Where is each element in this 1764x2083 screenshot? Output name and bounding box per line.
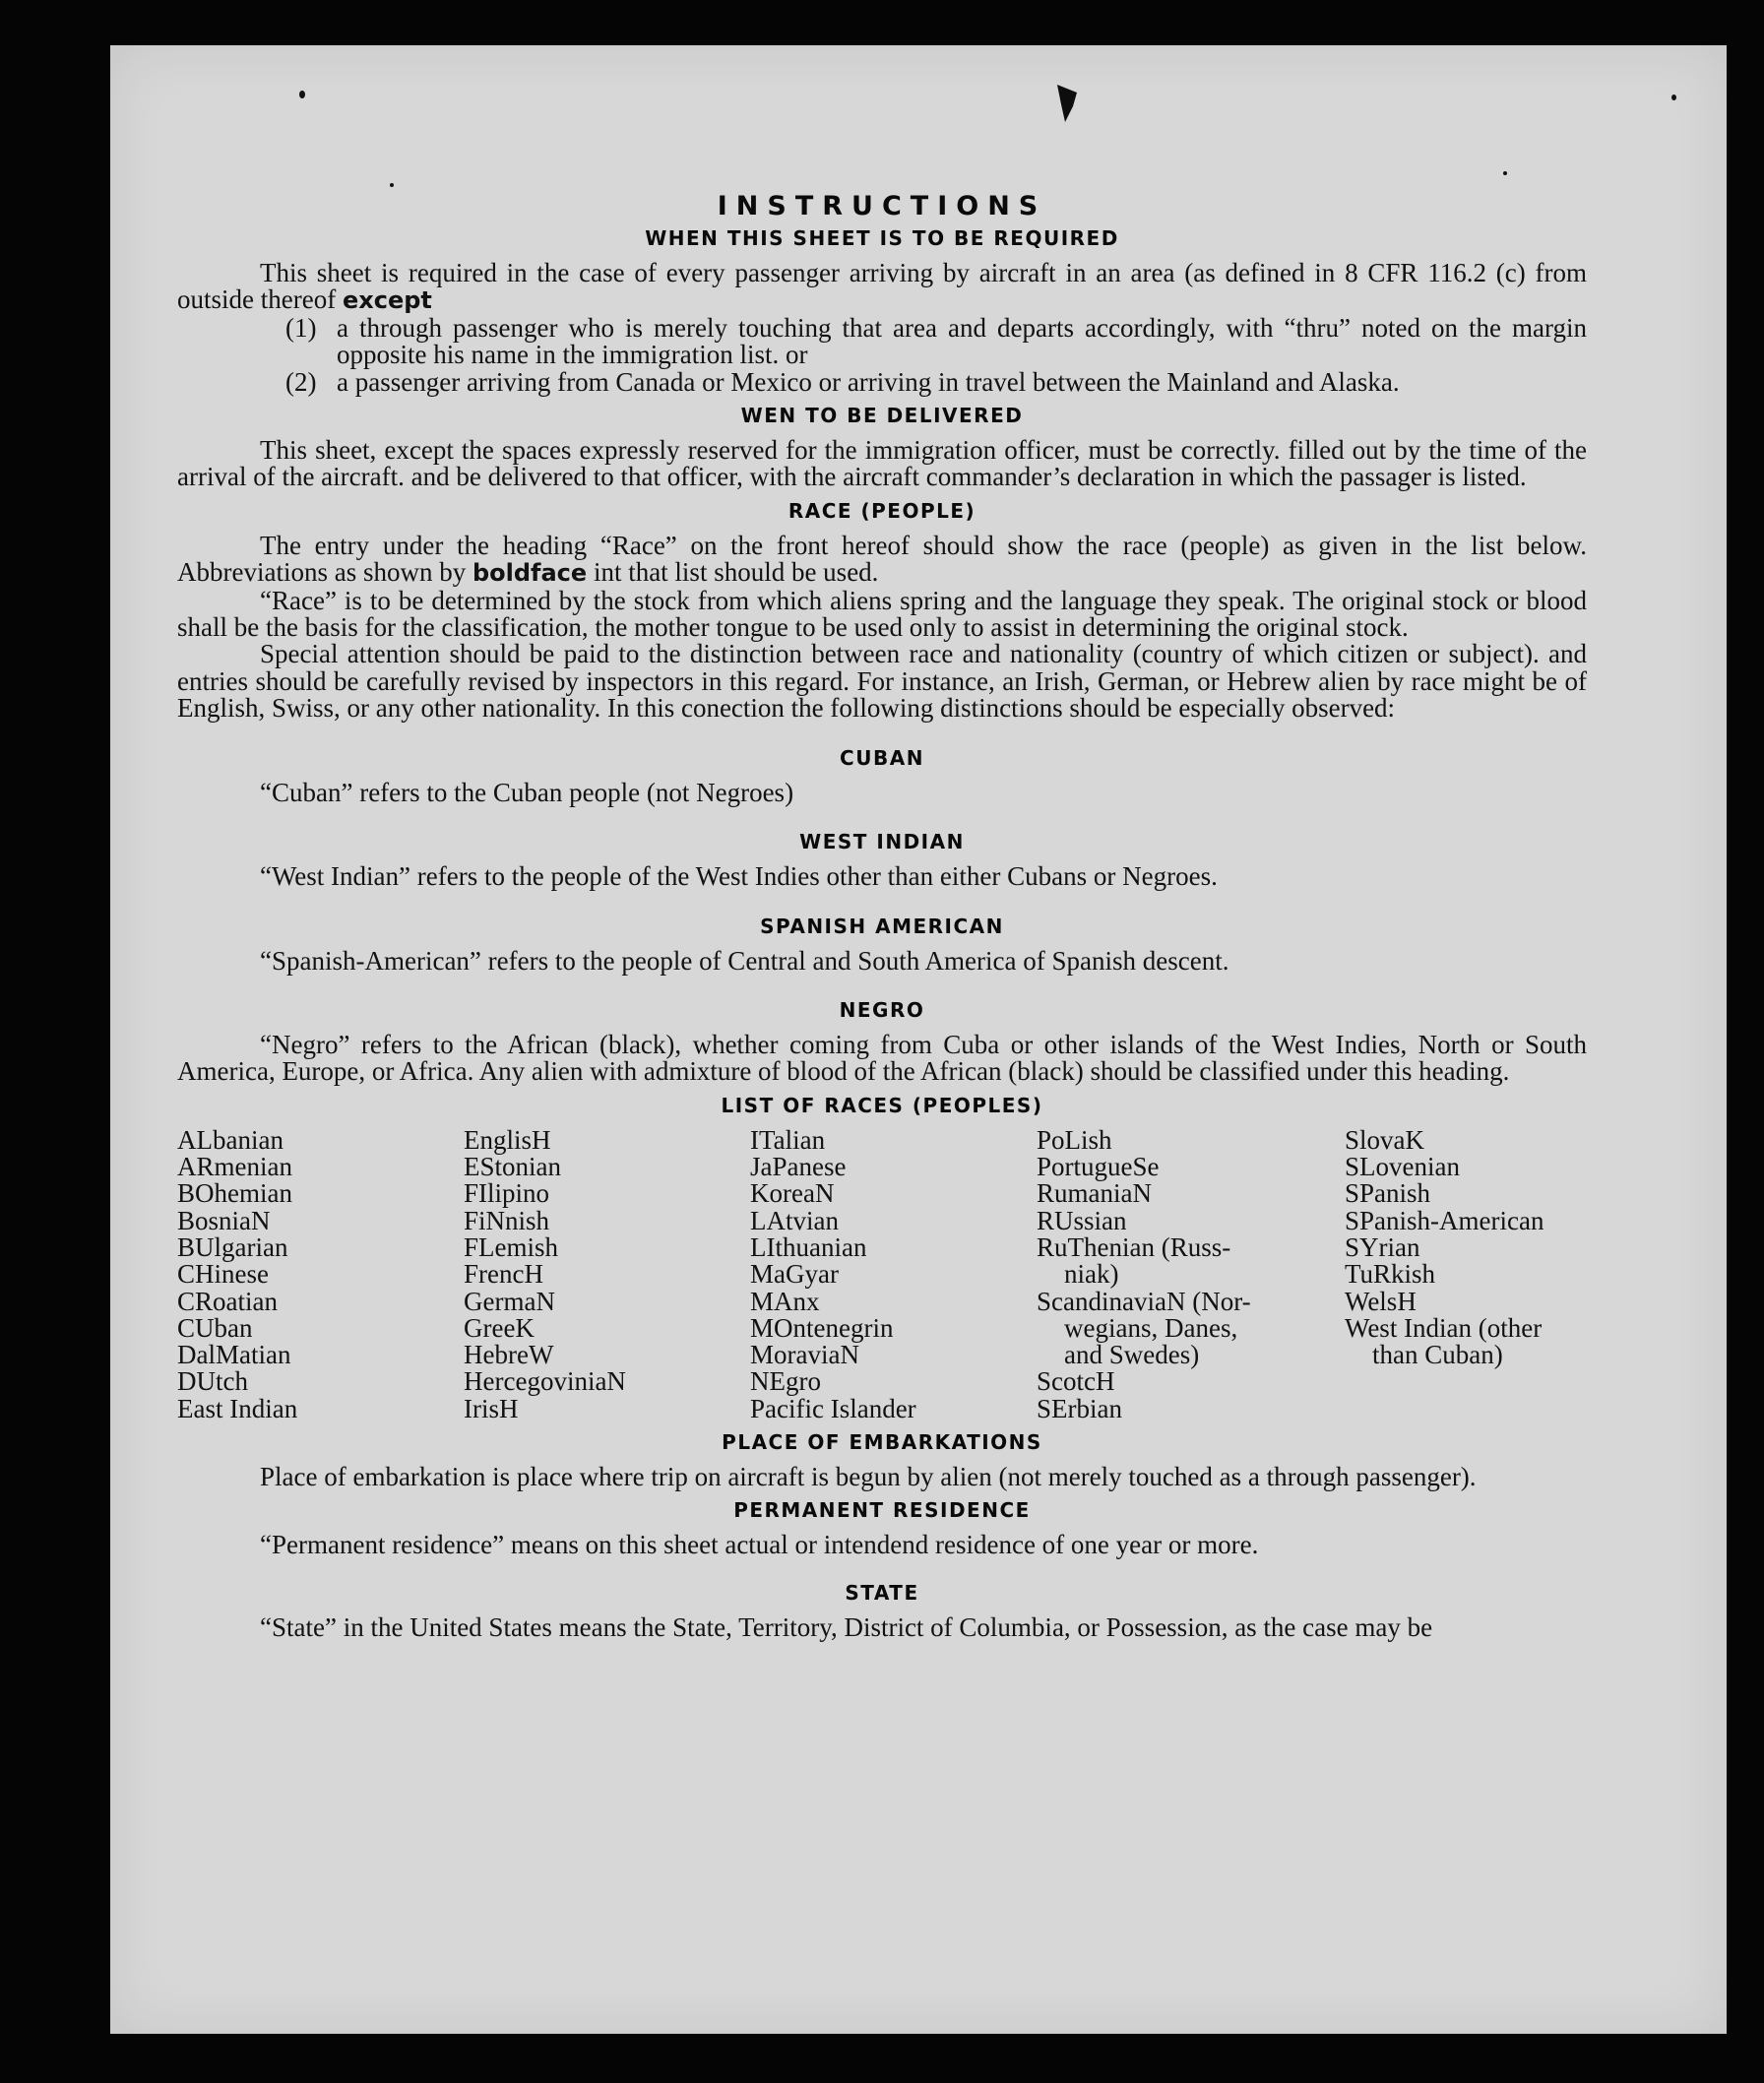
instructions-body — [177, 193, 1587, 1641]
delivered-text: This sheet, except the spaces expressly reserved for the immigration officer, must be correctly. filled out by the time of the arrival of the aircraft. and be delivered to that officer, with the aircraft commander’s declaration in which the passager is listed. — [177, 435, 1587, 492]
race-item: ARmenian — [177, 1152, 292, 1182]
races-column — [177, 1124, 464, 1423]
race-item: MOntenegrin — [750, 1312, 894, 1343]
cuban-text: “Cuban” refers to the Cuban people (not Negroes) — [260, 777, 794, 807]
race-item: CUban — [177, 1312, 253, 1343]
race-paragraph-3: Special attention should be paid to the distinction between race and nationality (country of which citizen or subject). and entries should be carefully revised by inspectors in this regard. For instance, an Irish, German, or Hebrew alien by race might be of English, Swiss, or any other nationality. In this conection the following distinctions should be especially observed: — [177, 639, 1587, 724]
section-heading-west-indian: WEST INDIAN — [799, 830, 965, 854]
race-item: FiNnish — [464, 1205, 550, 1235]
race-item-continued: niak) — [1064, 1259, 1119, 1290]
race-item: PoLish — [1037, 1124, 1112, 1155]
race-item: LAtvian — [750, 1205, 839, 1235]
race-item: Pacific Islander — [750, 1393, 916, 1423]
section-heading-residence: PERMANENT RESIDENCE — [733, 1498, 1031, 1523]
print-speck — [390, 183, 394, 187]
race-item: NEgro — [750, 1366, 821, 1397]
race-item: DalMatian — [177, 1340, 291, 1370]
negro-text: “Negro” refers to the African (black), whether coming from Cuba or other islands of the West Indies, North or South America, Europe, or Africa. Any alien with admixture of blood of the African (black) should be classified under this heading. — [177, 1029, 1587, 1087]
race-item: RumaniaN — [1037, 1178, 1152, 1209]
race-item: CRoatian — [177, 1286, 278, 1316]
race-item: IrisH — [464, 1393, 519, 1423]
residence-text: “Permanent residence” means on this sheet actual or intendend residence of one year or more. — [260, 1530, 1259, 1560]
race-item-continued: wegians, Danes, — [1064, 1312, 1238, 1343]
race-item: RUssian — [1037, 1205, 1127, 1235]
race-item: CHinese — [177, 1259, 269, 1290]
embarkation-text: Place of embarkation is place where trip on aircraft is begun by alien (not merely touched as a through passenger). — [260, 1461, 1477, 1491]
race-item: ScandinaviaN (Nor- — [1037, 1286, 1251, 1316]
race-item: KoreaN — [750, 1178, 835, 1209]
section-heading-negro: NEGRO — [839, 997, 925, 1022]
state-text: “State” in the United States means the State, Territory, District of Columbia, or Possession, as the case may be — [260, 1611, 1433, 1642]
race-paragraph-1: The entry under the heading “Race” on the front hereof should show the race (people) as given in the list below. Abbreviations as shown by boldface int that list should be used. — [177, 530, 1587, 588]
race-item: FrencH — [464, 1259, 543, 1290]
races-column — [1037, 1124, 1345, 1423]
race-item: East Indian — [177, 1393, 298, 1423]
page-title: INSTRUCTIONS — [717, 191, 1047, 221]
race-item: JaPanese — [750, 1152, 847, 1182]
race-item: SlovaK — [1345, 1124, 1424, 1155]
race-paragraph-2: “Race” is to be determined by the stock from which aliens spring and the language they speak. The original stock or blood shall be the basis for the classification, the mother tongue to be used only to assist in determining the original stock. — [177, 585, 1587, 643]
race-item: WelsH — [1345, 1286, 1417, 1316]
race-item: ALbanian — [177, 1124, 284, 1155]
race-item: SErbian — [1037, 1393, 1122, 1423]
west-indian-text: “West Indian” refers to the people of the West Indies other than either Cubans or Negroes. — [260, 861, 1218, 892]
print-speck — [1671, 95, 1676, 100]
race-item: PortugueSe — [1037, 1152, 1160, 1182]
race-item: SYrian — [1345, 1231, 1420, 1262]
race-item: ScotcH — [1037, 1366, 1115, 1397]
print-speck — [299, 91, 305, 98]
staple-mark — [1051, 83, 1081, 124]
race-item: TuRkish — [1345, 1259, 1436, 1290]
race-item: EnglisH — [464, 1124, 551, 1155]
races-column — [464, 1124, 750, 1423]
print-speck — [1503, 171, 1507, 175]
section-heading-race: RACE (PEOPLE) — [788, 498, 976, 523]
race-item: SPanish — [1345, 1178, 1431, 1209]
race-item: GermaN — [464, 1286, 555, 1316]
race-item: BOhemian — [177, 1178, 292, 1209]
race-item: DUtch — [177, 1366, 248, 1397]
race-item: LIthuanian — [750, 1231, 867, 1262]
race-item: SLovenian — [1345, 1152, 1460, 1182]
race-item: MaGyar — [750, 1259, 839, 1290]
required-item: (2) a passenger arriving from Canada or Mexico or arriving in travel between the Mainland and Alaska. — [285, 366, 1400, 397]
section-heading-cuban: CUBAN — [840, 745, 924, 770]
race-item: BosniaN — [177, 1205, 271, 1235]
section-heading-state: STATE — [845, 1580, 919, 1605]
section-heading-spanish-american: SPANISH AMERICAN — [760, 914, 1004, 938]
spanish-american-text: “Spanish-American” refers to the people of Central and South America of Spanish descent. — [260, 945, 1229, 976]
race-item: BUlgarian — [177, 1231, 288, 1262]
race-item: HercegoviniaN — [464, 1366, 626, 1397]
races-list — [177, 1124, 1587, 1423]
section-heading-list: LIST OF RACES (PEOPLES) — [721, 1093, 1043, 1117]
section-heading-delivered: WEN TO BE DELIVERED — [740, 404, 1024, 428]
race-item: RuThenian (Russ- — [1037, 1231, 1231, 1262]
race-item-continued: and Swedes) — [1064, 1340, 1200, 1370]
race-item: HebreW — [464, 1340, 554, 1370]
race-item: GreeK — [464, 1312, 535, 1343]
section-heading-embarkation: PLACE OF EMBARKATIONS — [722, 1429, 1042, 1454]
race-item: MoraviaN — [750, 1340, 859, 1370]
race-item: ITalian — [750, 1124, 826, 1155]
required-intro: This sheet is required in the case of every passenger arriving by aircraft in an area (as defined in 8 CFR 116.2 (c) from outside thereof except — [177, 258, 1587, 315]
race-item-continued: than Cuban) — [1372, 1340, 1503, 1370]
race-item: FLemish — [464, 1231, 559, 1262]
race-item: MAnx — [750, 1286, 820, 1316]
boldface-word: boldface — [472, 559, 588, 588]
except-word: except — [342, 286, 432, 315]
races-column — [1345, 1124, 1587, 1422]
race-item: SPanish-American — [1345, 1205, 1544, 1235]
races-column — [750, 1124, 1037, 1423]
section-heading-required: WHEN THIS SHEET IS TO BE REQUIRED — [645, 226, 1119, 250]
document-page — [110, 45, 1727, 2034]
race-item: FIlipino — [464, 1178, 550, 1209]
race-item: West Indian (other — [1345, 1312, 1543, 1343]
required-item: (1) a through passenger who is merely touching that area and departs accordingly, with “thru” noted on the margin opposite his name in the immigration list. or — [285, 312, 1587, 370]
race-item: EStonian — [464, 1152, 561, 1182]
